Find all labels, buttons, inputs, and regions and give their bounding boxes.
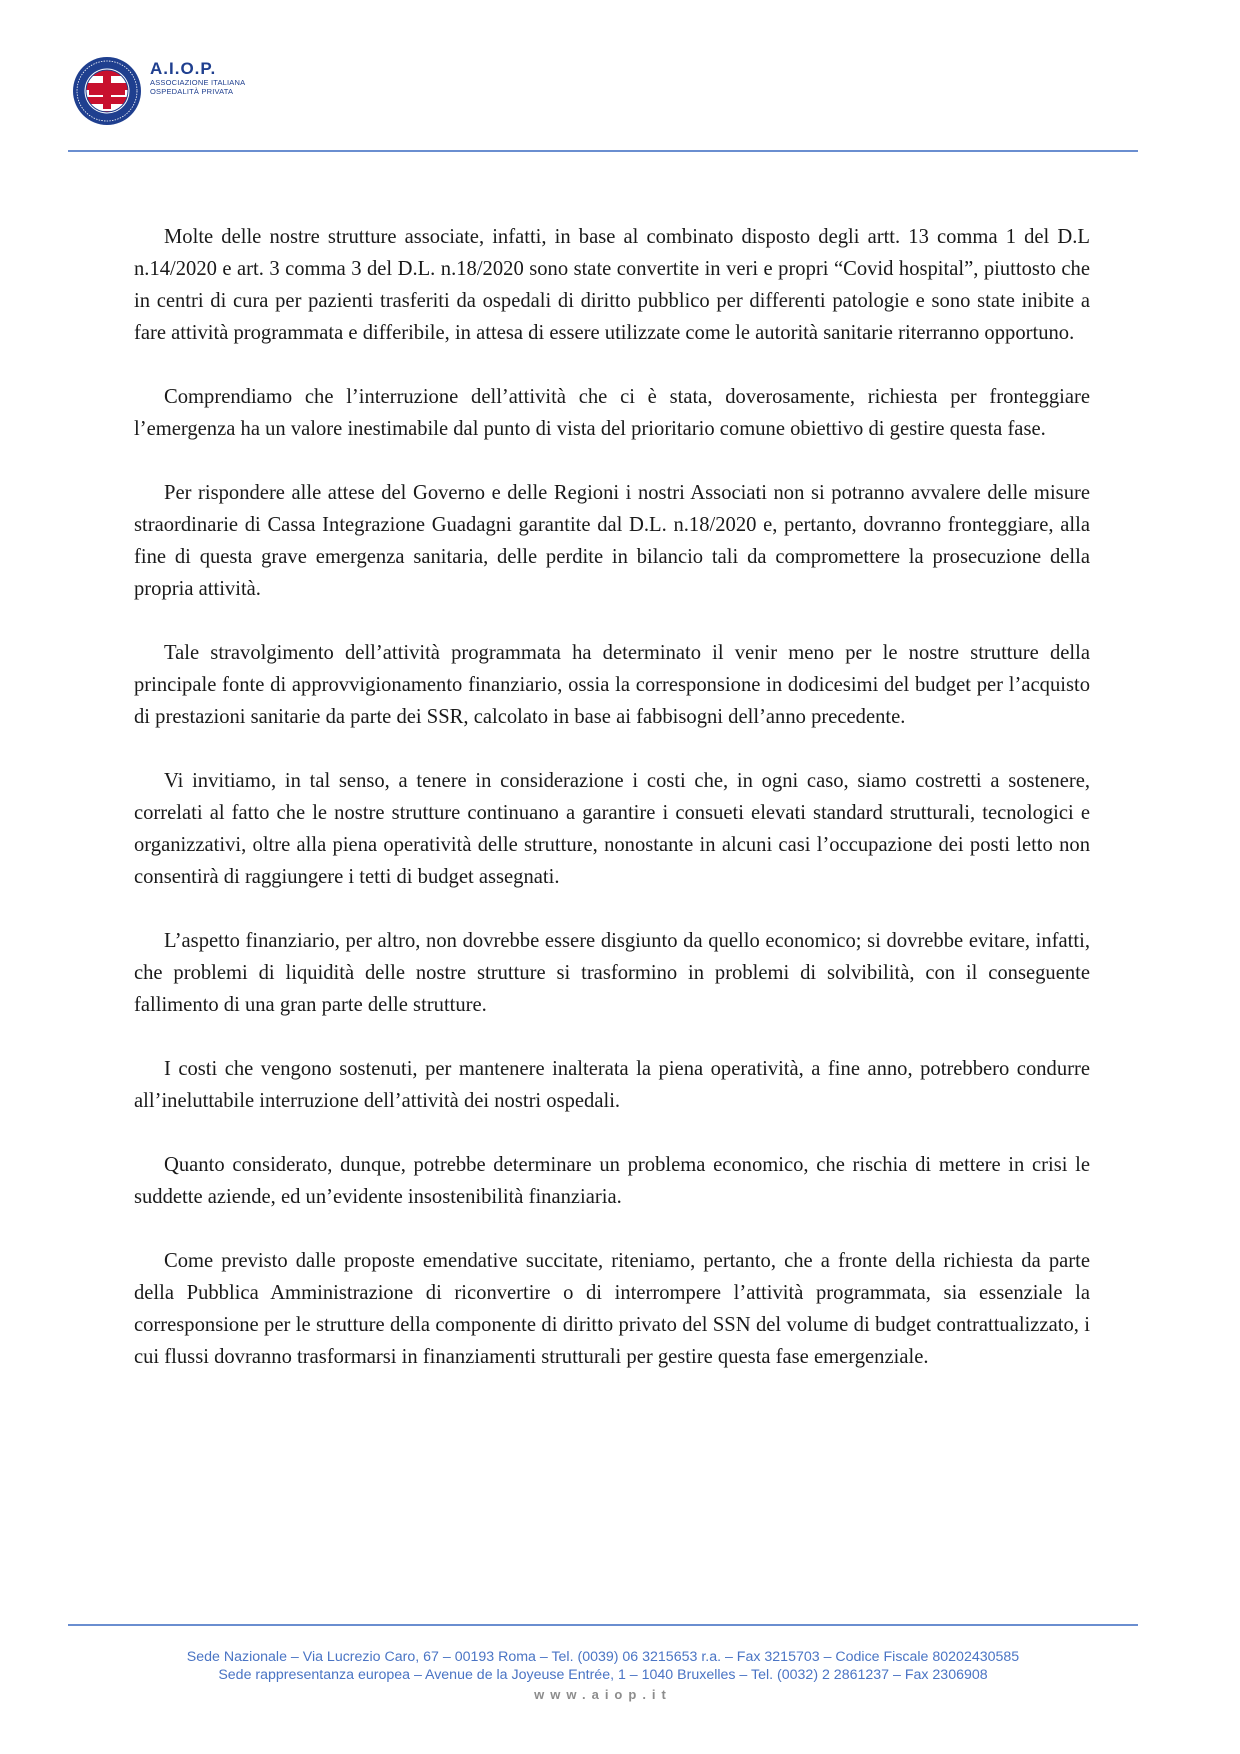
footer-address-rome: Sede Nazionale – Via Lucrezio Caro, 67 – 00193 Roma – Tel. (0039) 06 3215653 r.a. – Fax 3215703 – Codice Fiscale 80202430585 [186,1649,1020,1665]
paragraph: Comprendiamo che l’interruzione dell’attività che ci è stata, doverosamente, richiesta per fronteggiare l’emergenza ha un valore inestimabile dal punto di vista del prioritario comune obiettivo di gestire questa fase. [134,386,1090,440]
footer [68,1648,1138,1705]
logo-title: A.I.O.P. [150,59,217,78]
paragraph: L’aspetto finanziario, per altro, non dovrebbe essere disgiunto da quello economico; si dovrebbe evitare, infatti, che problemi di liquidità delle nostre strutture si trasformino in problemi di solvibilità, con il conseguente fallimento di una gran parte delle strutture. [134,930,1090,1016]
logo-subtitle-2: OSPEDALITÀ PRIVATA [150,87,234,96]
logo-subtitle-1: ASSOCIAZIONE ITALIANA [150,78,246,87]
letterhead [72,56,372,134]
paragraph: Come previsto dalle proposte emendative succitate, riteniamo, pertanto, che a fronte della richiesta da parte della Pubblica Amministrazione di riconvertire o di interrompere l’attività programmata, sia essenziale la corresponsione per le strutture della componente di diritto privato del SSN del volume di budget contrattualizzato, i cui flussi dovranno trasformarsi in finanziamenti strutturali per gestire questa fase emergenziale. [134,1250,1090,1368]
paragraph: Tale stravolgimento dell’attività programmata ha determinato il venir meno per le nostre strutture della principale fonte di approvvigionamento finanziario, ossia la corresponsione in dodicesimi del budget per l’acquisto di prestazioni sanitarie da parte dei SSR, calcolato in base ai fabbisogni dell’anno precedente. [134,642,1090,728]
footer-website-link[interactable]: www.aiop.it [534,1687,672,1702]
paragraph: Vi invitiamo, in tal senso, a tenere in considerazione i costi che, in ogni caso, siamo costretti a sostenere, correlati al fatto che le nostre strutture continuano a garantire i consueti elevati standard strutturali, tecnologici e organizzativi, oltre alla piena operatività delle strutture, nonostante in alcuni casi l’occupazione dei posti letto non consentirà di raggiungere i tetti di budget assegnati. [134,770,1090,888]
paragraph: I costi che vengono sostenuti, per mantenere inalterata la piena operatività, a fine anno, potrebbero condurre all’ineluttabile interruzione dell’attività dei nostri ospedali. [134,1058,1090,1112]
paragraph: Molte delle nostre strutture associate, infatti, in base al combinato disposto degli artt. 13 comma 1 del D.L n.14/2020 e art. 3 comma 3 del D.L. n.18/2020 sono state convertite in veri e propri “Covid hospital”, piuttosto che in centri di cura per pazienti trasferiti da ospedali di diritto pubblico per differenti patologie e sono state inibite a fare attività programmata e differibile, in attesa di essere utilizzate come le autorità sanitarie riterranno opportuno. [134,226,1090,344]
logo-wordmark [150,60,245,96]
paragraph: Quanto considerato, dunque, potrebbe determinare un problema economico, che rischia di mettere in crisi le suddette aziende, ed un’evidente insostenibilità finanziaria. [134,1154,1090,1208]
header-divider [68,150,1138,152]
letter-body [134,221,1090,1405]
red-cross-seal-icon [72,56,142,126]
paragraph: Per rispondere alle attese del Governo e delle Regioni i nostri Associati non si potranno avvalere delle misure straordinarie di Cassa Integrazione Guadagni garantite dal D.L. n.18/2020 e, pertanto, dovranno fronteggiare, alla fine di questa grave emergenza sanitaria, delle perdite in bilancio tali da compromettere la prosecuzione della propria attività. [134,482,1090,600]
footer-address-brussels: Sede rappresentanza europea – Avenue de la Joyeuse Entrée, 1 – 1040 Bruxelles – Tel. (0032) 2 2861237 – Fax 2306908 [218,1667,988,1683]
footer-divider [68,1624,1138,1626]
